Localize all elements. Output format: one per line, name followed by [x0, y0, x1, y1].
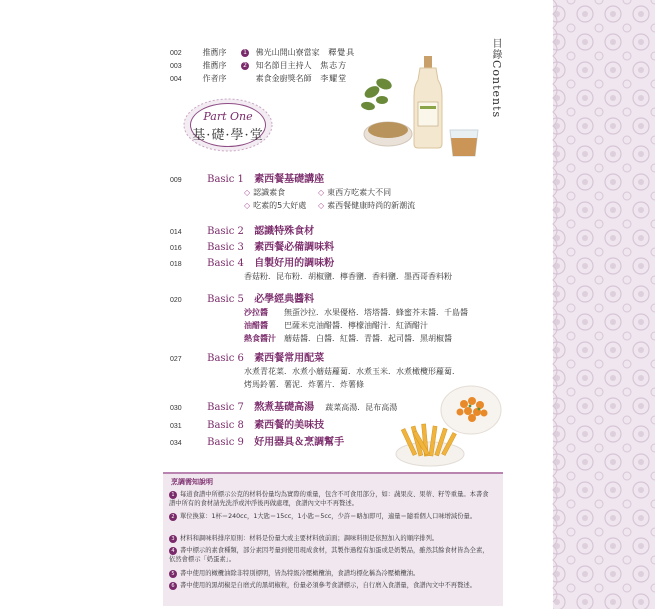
- toc-page-number: 020: [170, 297, 182, 304]
- sauce-label: 熱食醬汁: [244, 334, 276, 343]
- note-number: 3: [169, 535, 177, 543]
- badge-inner: [190, 103, 266, 147]
- toc-title: 自製好用的調味粉: [254, 258, 335, 269]
- toc-entry-basic-2[interactable]: [170, 222, 314, 236]
- toc-page-number: 009: [170, 177, 182, 184]
- basic5-sauces: [244, 306, 468, 345]
- side-title-cn: 目錄: [490, 38, 501, 60]
- side-title-en: Contents: [490, 60, 503, 119]
- preface-desc: 佛光山開山寮當家: [255, 48, 320, 57]
- badge-title: 基·礎·學·堂: [192, 128, 264, 143]
- preface-signature: 李耀堂: [320, 74, 348, 83]
- note-item: 4 書中標示的素食種類，部分素因考量到使用現成食材，其製作過程有加蛋或是奶製品，雖然其餘食材皆為全素，依然會標示「奶蛋素」。: [169, 547, 489, 563]
- note-item: 6 書中使用的黑胡椒是自磨式的黑胡椒粒，份量必須參考食譜標示，自行磨入食譜量，食譜內文中不再贅述。: [169, 581, 491, 590]
- preface-row: [170, 47, 355, 59]
- toc-basic-label: Basic 5: [207, 294, 244, 305]
- toc-entry-basic-4[interactable]: [170, 254, 334, 268]
- page-number: 002: [170, 50, 182, 57]
- toc-entry-basic-7[interactable]: [170, 398, 397, 412]
- preface-role: 推薦序: [202, 48, 227, 57]
- note-item: 5 書中使用的橄欖油除非特別標明，皆為特級冷壓橄欖油，食譜均標化稱為冷壓橄欖油。: [169, 569, 491, 578]
- toc-page-number: 030: [170, 405, 182, 412]
- toc-title: 認識特殊食材: [254, 226, 315, 237]
- page-number: 003: [170, 63, 182, 70]
- basic6-line: 水煮青花菜．水煮小蘑菇蘿蔔．水煮玉米．水煮橄欖形蘿蔔．: [244, 367, 460, 376]
- preface-index-badge: 1: [241, 49, 249, 57]
- toc-title: 素西餐必備調味料: [254, 242, 335, 253]
- note-number: 1: [169, 491, 177, 499]
- preface-row: [170, 73, 347, 85]
- sauce-label: 沙拉醬: [244, 308, 268, 317]
- bullet-item: ◇ 東西方吃素大不同: [318, 188, 392, 197]
- diamond-bullet-icon: ◇: [244, 188, 251, 197]
- toc-title: 必學經典醬料: [254, 294, 315, 305]
- toc-basic-label: Basic 3: [207, 242, 244, 253]
- preface-row: [170, 60, 347, 72]
- page-number: 004: [170, 76, 182, 83]
- diamond-bullet-icon: ◇: [318, 188, 325, 197]
- basic6-items: [244, 365, 460, 391]
- toc-basic-label: Basic 2: [207, 226, 244, 237]
- toc-basic-label: Basic 4: [207, 258, 244, 269]
- toc-entry-basic-8[interactable]: [170, 416, 324, 430]
- basic4-items: 香菇粉．昆布粉．胡椒鹽．檸香鹽．香料鹽．墨西哥香料粉: [244, 272, 452, 281]
- part-one-badge: [182, 97, 274, 153]
- toc-title: 熬煮基礎高湯: [254, 402, 315, 413]
- toc-page-number: 031: [170, 423, 182, 430]
- toc-title: 素西餐基礎講座: [254, 174, 325, 185]
- notes-title: 烹調需知說明: [171, 478, 213, 486]
- toc-page-number: 027: [170, 356, 182, 363]
- seasonings-illustration: [358, 52, 486, 162]
- photo-seasonings: [358, 52, 486, 162]
- toc-title: 素西餐的美味技: [254, 420, 325, 431]
- diamond-bullet-icon: ◇: [318, 201, 325, 210]
- lace-pattern: [543, 0, 655, 609]
- toc-extra: 蔬菜高湯．昆布高湯: [325, 403, 398, 412]
- preface-index-badge: 2: [241, 62, 249, 70]
- preface-desc: 知名節目主持人: [255, 61, 312, 70]
- preface-signature: 釋覺具: [328, 48, 356, 57]
- photo-fries: [393, 418, 467, 468]
- note-number: 5: [169, 570, 177, 578]
- toc-entry-basic-6[interactable]: [170, 349, 324, 363]
- toc-basic-label: Basic 7: [207, 402, 244, 413]
- toc-entry-basic-3[interactable]: [170, 238, 334, 252]
- badge-part-label: Part One: [203, 110, 253, 123]
- preface-desc: 素食金廚獎名師: [255, 74, 312, 83]
- toc-basic-label: Basic 1: [207, 174, 244, 185]
- basic1-bullets: [244, 186, 464, 212]
- toc-title: 好用器具＆烹調幫手: [254, 437, 345, 448]
- note-number: 4: [169, 547, 177, 555]
- toc-basic-label: Basic 8: [207, 420, 244, 431]
- fries-illustration: [393, 418, 467, 468]
- sauce-label: 油醋醬: [244, 321, 268, 330]
- toc-basic-label: Basic 9: [207, 437, 244, 448]
- basic6-line: 烤馬鈴薯．薯泥．炸薯片．炸薯條: [244, 380, 364, 389]
- toc-entry-basic-5[interactable]: [170, 290, 314, 304]
- note-item: 2 單位換算：1杯＝240cc，1大匙＝15cc，1小匙＝5cc，少許＝略加即可，適量＝隨看個人口味增減份量。: [169, 512, 491, 521]
- sauce-row: 熱食醬汁 蘑菇醬．白醬．紅醬．青醬．起司醬．黑胡椒醬: [244, 334, 452, 343]
- toc-page-number: 034: [170, 440, 182, 447]
- toc-entry-basic-1[interactable]: [170, 170, 324, 184]
- toc-title: 素西餐常用配菜: [254, 353, 325, 364]
- note-item: 1 每道食譜中所標示公克的材料份量均為實際的重量，包含不可食用部分，如：蔬果皮、果蒂、籽等重量。本書食譜中所有的食材請先洗淨或沖淨後再做處理，食譜內文中不再贅述。: [169, 491, 489, 507]
- toc-page-number: 018: [170, 261, 182, 268]
- preface-role: 推薦序: [202, 61, 227, 70]
- preface-signature: 焦志方: [320, 61, 348, 70]
- toc-entry-basic-9[interactable]: [170, 433, 344, 447]
- toc-basic-label: Basic 6: [207, 353, 244, 364]
- bullet-item: ◇ 素西餐健康時尚的新潮流: [318, 201, 416, 210]
- note-number: 6: [169, 582, 177, 590]
- preface-role: 作者序: [202, 74, 227, 83]
- sauce-row: 油醋醬 巴薩米克油醋醬．檸檬油醋汁．紅酒醋汁: [244, 321, 428, 330]
- toc-page-number: 014: [170, 229, 182, 236]
- note-number: 2: [169, 513, 177, 521]
- lace-border: [543, 0, 655, 609]
- bullet-item: ◇ 吃素的5大好處: [244, 201, 307, 210]
- toc-page-number: 016: [170, 245, 182, 252]
- sauce-row: 沙拉醬 無蛋沙拉．水果優格．塔塔醬．蜂蜜芥末醬．千島醬: [244, 308, 468, 317]
- diamond-bullet-icon: ◇: [244, 201, 251, 210]
- note-item: 3 材料和調味料排序原則：材料是份量大或主要材料放前面；調味料則是依照加入的順序排列。: [169, 534, 491, 543]
- cooking-notes-box: [163, 472, 503, 606]
- bullet-item: ◇ 認識素食: [244, 188, 286, 197]
